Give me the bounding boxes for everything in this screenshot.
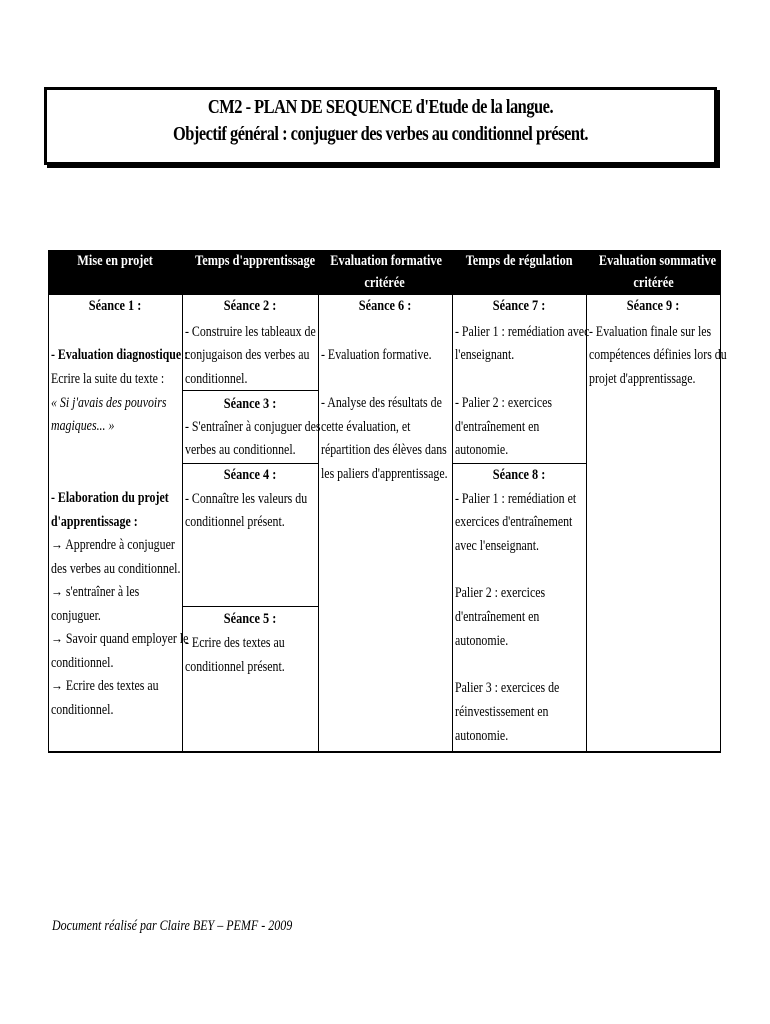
cell-text: autonomie. (455, 633, 509, 649)
cell-text: - Connaître les valeurs du (185, 491, 308, 507)
cell-text: - Palier 2 : exercices (455, 395, 553, 411)
cell-text: - Evaluation diagnostique : (51, 347, 189, 363)
page-title: CM2 - PLAN DE SEQUENCE d'Etude de la langue. (207, 96, 554, 118)
cell-text: - Elaboration du projet (51, 490, 169, 506)
seance-6-heading: Séance 6 : (358, 298, 412, 314)
cell-text: conditionnel présent. (185, 514, 285, 530)
cell-text: compétences définies lors du (589, 347, 727, 363)
seance-2-heading: Séance 2 : (223, 298, 277, 314)
cell-text: magiques... » (51, 418, 115, 434)
grid-line (48, 295, 49, 752)
cell-text: cette évaluation, et (321, 419, 411, 435)
seance-4-heading: Séance 4 : (223, 467, 277, 483)
cell-text: réinvestissement en (455, 704, 549, 720)
grid-line (586, 295, 587, 752)
cell-text: autonomie. (455, 728, 509, 744)
seance-7-heading: Séance 7 : (492, 298, 546, 314)
cell-text: - Evaluation finale sur les (589, 324, 712, 340)
cell-text: exercices d'entraînement (455, 514, 573, 530)
seance-8-heading: Séance 8 : (492, 467, 546, 483)
list-item: → Savoir quand employer le (51, 631, 189, 647)
seance-9-heading: Séance 9 : (627, 298, 680, 314)
header-temps-apprentissage: Temps d'apprentissage (195, 253, 316, 269)
list-item: → Ecrire des textes au (51, 678, 159, 694)
grid-line (48, 751, 721, 753)
grid-line (318, 295, 319, 752)
cell-text: l'enseignant. (455, 347, 515, 363)
title-box (44, 87, 717, 165)
list-item: conjuguer. (51, 608, 101, 624)
list-item: → Apprendre à conjuguer (51, 537, 175, 553)
cell-text: autonomie. (455, 442, 509, 458)
cell-text: conjugaison des verbes au (185, 347, 310, 363)
grid-line (182, 463, 318, 464)
list-item: → s'entraîner à les (51, 584, 140, 600)
list-item: conditionnel. (51, 702, 114, 718)
header-evaluation-sommative: Evaluation sommative critérée (598, 253, 717, 291)
cell-text: - Analyse des résultats de (321, 395, 442, 411)
cell-text: avec l'enseignant. (455, 538, 540, 554)
cell-text: d'entraînement en (455, 419, 540, 435)
page-subtitle: Objectif général : conjuguer des verbes au conditionnel présent. (172, 123, 589, 145)
cell-text: conditionnel. (185, 371, 248, 387)
list-item: des verbes au conditionnel. (51, 561, 181, 577)
cell-text: répartition des élèves dans (321, 442, 447, 458)
seance-1-heading: Séance 1 : (88, 298, 142, 314)
grid-line (182, 606, 318, 607)
cell-text: Palier 3 : exercices de (455, 680, 560, 696)
cell-text: projet d'apprentissage. (589, 371, 696, 387)
cell-text: Palier 2 : exercices (455, 585, 546, 601)
seance-3-heading: Séance 3 : (223, 396, 277, 412)
cell-text: verbes au conditionnel. (185, 442, 296, 458)
cell-text: d'entraînement en (455, 609, 540, 625)
header-mise-en-projet: Mise en projet (77, 253, 153, 269)
cell-text: - Palier 1 : remédiation avec (455, 324, 590, 340)
list-item: conditionnel. (51, 655, 114, 671)
cell-text: - Palier 1 : remédiation et (455, 491, 577, 507)
cell-text: « Si j'avais des pouvoirs (51, 395, 167, 411)
grid-line (452, 463, 586, 464)
cell-text: - Ecrire des textes au (185, 635, 285, 651)
header-evaluation-formative: Evaluation formative critérée (330, 253, 442, 291)
cell-text: conditionnel présent. (185, 659, 285, 675)
grid-line (452, 295, 453, 752)
seance-5-heading: Séance 5 : (223, 611, 277, 627)
header-temps-regulation: Temps de régulation (465, 253, 573, 269)
footer-credit: Document réalisé par Claire BEY – PEMF - 2009 (52, 918, 293, 934)
sequence-table (48, 250, 727, 752)
cell-text: - S'entraîner à conjuguer des (185, 419, 321, 435)
cell-text: Ecrire la suite du texte : (51, 371, 165, 387)
cell-text: les paliers d'apprentissage. (321, 466, 448, 482)
cell-text: - Construire les tableaux de (185, 324, 316, 340)
cell-text: d'apprentissage : (51, 514, 138, 530)
cell-text: - Evaluation formative. (321, 347, 432, 363)
